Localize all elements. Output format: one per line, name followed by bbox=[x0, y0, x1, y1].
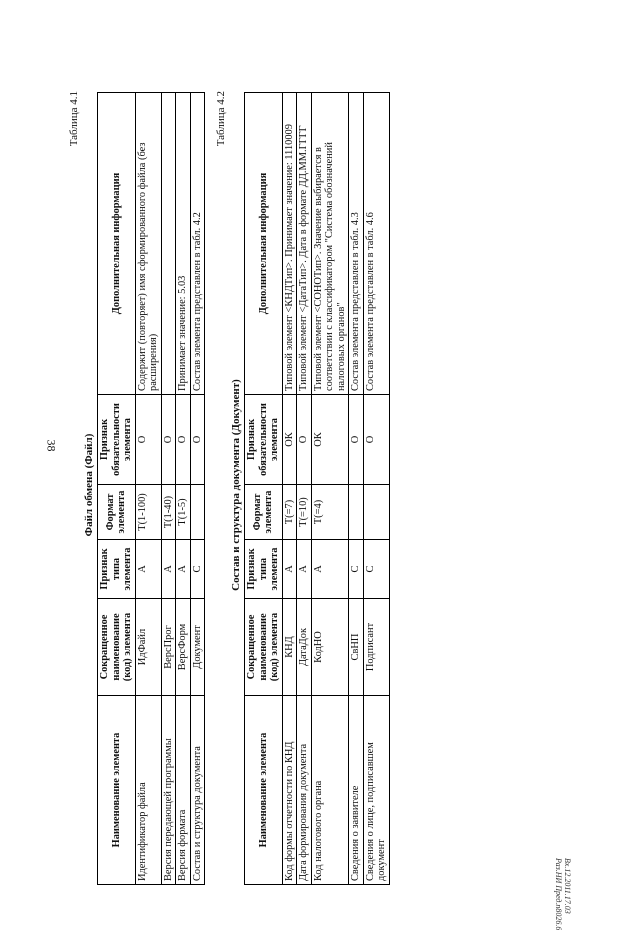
table-cell: С bbox=[190, 540, 205, 599]
table-cell: Версия передающей программы bbox=[161, 696, 176, 885]
table-row bbox=[311, 93, 349, 885]
table-title: Файл обмена (Файл) bbox=[83, 433, 95, 537]
stamp-line: Раз.НИ Пред.п8026.6 bbox=[554, 858, 563, 930]
table-cell: О bbox=[161, 395, 176, 485]
table-cell: Состав элемента представлен в табл. 4.3 bbox=[349, 93, 364, 395]
table-cell: КНД bbox=[282, 599, 297, 696]
table-cell: С bbox=[349, 540, 364, 599]
table-cell: Версия формата bbox=[176, 696, 191, 885]
header-cell: Признак типа элемента bbox=[245, 540, 283, 599]
header-cell: Признак обязательности элемента bbox=[98, 395, 136, 485]
archive-stamp bbox=[554, 858, 572, 930]
table-header-row bbox=[98, 93, 136, 885]
rotated-page-content bbox=[68, 85, 538, 885]
table-cell: Принимает значение: 5.03 bbox=[176, 93, 191, 395]
table-cell: А bbox=[297, 540, 312, 599]
stamp-line: Вх.12.2011.17.03 bbox=[563, 858, 572, 914]
table-cell: T(=4) bbox=[311, 485, 349, 540]
header-cell: Сокращенное наименование (код) элемента bbox=[98, 599, 136, 696]
table-cell: О bbox=[135, 395, 161, 485]
table-cell: Типовой элемент <ДатаТип>. Дата в формате ДД.ММ.ГГГГ bbox=[297, 93, 312, 395]
table-cell: КодНО bbox=[311, 599, 349, 696]
table-cell: О bbox=[297, 395, 312, 485]
table-number: Таблица 4.1 bbox=[68, 91, 80, 147]
table-cell: СвНП bbox=[349, 599, 364, 696]
table-row bbox=[282, 93, 297, 885]
table-cell: ВерсФорм bbox=[176, 599, 191, 696]
table-cell: ВерсПрог bbox=[161, 599, 176, 696]
table-cell: Типовой элемент <КНДТип>. Принимает значение: 1110009 bbox=[282, 93, 297, 395]
table-cell: T(1-40) bbox=[161, 485, 176, 540]
page-number: 38 bbox=[44, 439, 59, 452]
table-cell: Состав и структура документа bbox=[190, 696, 205, 885]
table-cell: А bbox=[282, 540, 297, 599]
table-cell: Идентификатор файла bbox=[135, 696, 161, 885]
header-cell: Дополнительная информация bbox=[98, 93, 136, 395]
table-cell: Состав элемента представлен в табл. 4.6 bbox=[363, 93, 389, 395]
table-cell: Дата формирования документа bbox=[297, 696, 312, 885]
table-cell bbox=[363, 485, 389, 540]
table-cell: ИдФайл bbox=[135, 599, 161, 696]
table-cell: Код налогового органа bbox=[311, 696, 349, 885]
table-cell: Код формы отчетности по КНД bbox=[282, 696, 297, 885]
exchange-file-table bbox=[97, 92, 205, 885]
document-structure-table bbox=[244, 92, 390, 885]
header-cell: Сокращенное наименование (код) элемента bbox=[245, 599, 283, 696]
table-cell: О bbox=[176, 395, 191, 485]
table-cell: T(1-5) bbox=[176, 485, 191, 540]
header-cell: Формат элемента bbox=[245, 485, 283, 540]
table-cell: Содержит (повторяет) имя сформированного файла (без расширения) bbox=[135, 93, 161, 395]
table-cell: ДатаДок bbox=[297, 599, 312, 696]
table-cell: Состав элемента представлен в табл. 4.2 bbox=[190, 93, 205, 395]
table-cell: О bbox=[190, 395, 205, 485]
table-cell: T(1-100) bbox=[135, 485, 161, 540]
table-cell: А bbox=[135, 540, 161, 599]
table-cell: О bbox=[349, 395, 364, 485]
table-cell: О bbox=[363, 395, 389, 485]
table-cell: А bbox=[311, 540, 349, 599]
table-cell: T(=7) bbox=[282, 485, 297, 540]
table-cell: ОК bbox=[282, 395, 297, 485]
table-row bbox=[297, 93, 312, 885]
table-cell: T(=10) bbox=[297, 485, 312, 540]
table-cell bbox=[161, 93, 176, 395]
table-cell bbox=[349, 485, 364, 540]
table-cell: Сведения о лице, подписавшем документ bbox=[363, 696, 389, 885]
table-number: Таблица 4.2 bbox=[215, 91, 227, 147]
table-row bbox=[135, 93, 161, 885]
header-cell: Формат элемента bbox=[98, 485, 136, 540]
table-cell: Сведения о заявителе bbox=[349, 696, 364, 885]
header-cell: Признак обязательности элемента bbox=[245, 395, 283, 485]
header-cell: Наименование элемента bbox=[245, 696, 283, 885]
table-header-row bbox=[245, 93, 283, 885]
table-row bbox=[190, 93, 205, 885]
table-row bbox=[363, 93, 389, 885]
table-title: Состав и структура документа (Документ) bbox=[230, 379, 242, 591]
table-cell: С bbox=[363, 540, 389, 599]
table-cell: Документ bbox=[190, 599, 205, 696]
table-cell: Типовой элемент <СОНОТип>. Значение выбирается в соответствии с классификатором "Система обозначений налоговых органов" bbox=[311, 93, 349, 395]
header-cell: Наименование элемента bbox=[98, 696, 136, 885]
header-cell: Признак типа элемента bbox=[98, 540, 136, 599]
table-cell bbox=[190, 485, 205, 540]
table-row bbox=[349, 93, 364, 885]
header-cell: Дополнительная информация bbox=[245, 93, 283, 395]
table-row bbox=[176, 93, 191, 885]
table-cell: Подписант bbox=[363, 599, 389, 696]
table-cell: А bbox=[161, 540, 176, 599]
table-row bbox=[161, 93, 176, 885]
table-cell: А bbox=[176, 540, 191, 599]
table-cell: ОК bbox=[311, 395, 349, 485]
